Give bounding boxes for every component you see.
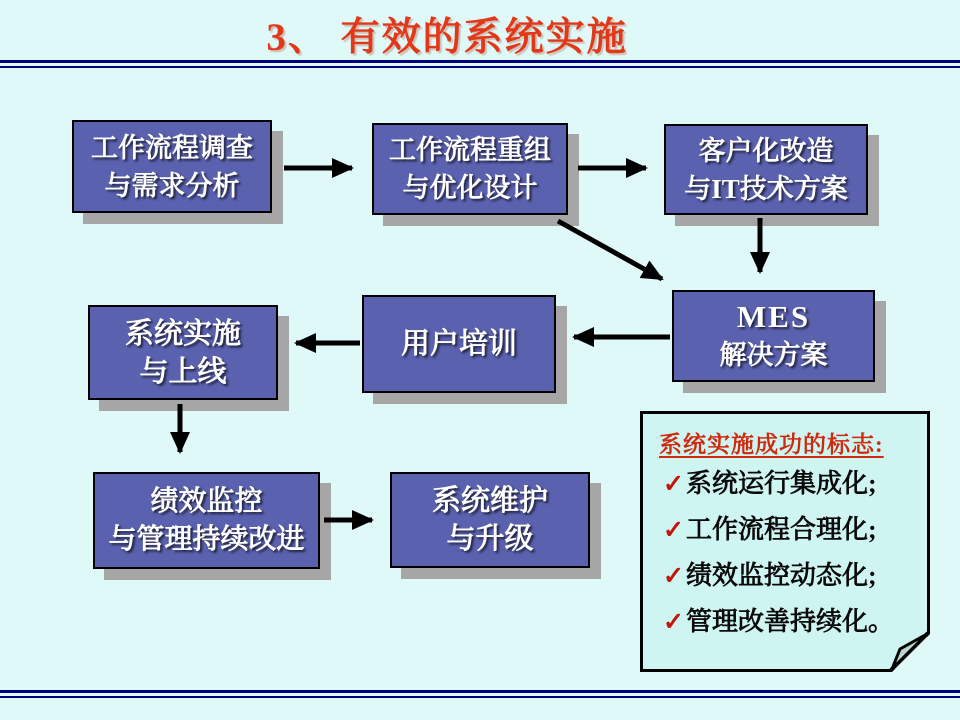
flow-box-survey	[72, 120, 272, 213]
flow-box-redesign	[372, 123, 568, 215]
note-item	[663, 515, 917, 545]
flow-box-label: 客户化改造	[698, 135, 834, 166]
flow-box-label: 与需求分析	[104, 170, 240, 201]
flow-box-label: 用户培训	[400, 328, 517, 360]
flow-box-label: 与管理持续改进	[108, 523, 305, 555]
check-icon: ✓	[663, 517, 684, 544]
note-title: 系统实施成功的标志:	[659, 432, 884, 457]
flow-box-label: 与上线	[139, 355, 227, 388]
note-item-text: 系统运行集成化;	[685, 469, 877, 498]
flow-box-label: 与优化设计	[402, 173, 538, 203]
flow-box-label: 系统维护	[431, 485, 548, 517]
flow-box-label: 与升级	[446, 523, 534, 555]
success-criteria-note	[640, 411, 930, 672]
note-item-text: 管理改善持续化。	[685, 607, 894, 636]
note-item	[663, 607, 917, 637]
check-icon: ✓	[663, 471, 684, 498]
flow-box-label: 与IT技术方案	[684, 173, 848, 204]
check-icon: ✓	[663, 563, 684, 590]
page-title: 3、 有效的系统实施	[266, 16, 628, 59]
arrow-redesign-to-mes	[558, 221, 662, 279]
top-rule-thin	[0, 66, 960, 68]
flow-box-label: 绩效监控	[150, 485, 263, 517]
flow-box-mes-solution	[672, 290, 875, 382]
flow-box-performance-monitoring	[93, 472, 320, 569]
flow-box-label: MES	[736, 299, 811, 334]
flow-box-label: 工作流程重组	[389, 135, 551, 165]
check-icon: ✓	[663, 609, 684, 636]
bottom-rule-thin	[0, 696, 960, 698]
flow-box-customization	[664, 124, 868, 215]
flow-box-label: 系统实施	[124, 317, 241, 350]
flow-box-maintenance-upgrade	[390, 472, 590, 568]
top-rule-thick	[0, 60, 960, 63]
folded-corner-icon	[886, 628, 930, 672]
note-item	[663, 561, 917, 591]
note-item-text: 绩效监控动态化;	[685, 561, 877, 590]
note-item-text: 工作流程合理化;	[685, 515, 877, 544]
flow-box-implementation-golive	[88, 305, 278, 400]
flow-box-label: 工作流程调查	[91, 132, 253, 163]
bottom-rule-thick	[0, 690, 960, 693]
note-item	[663, 469, 917, 499]
flow-box-user-training	[362, 295, 556, 393]
flow-box-label: 解决方案	[719, 340, 828, 370]
